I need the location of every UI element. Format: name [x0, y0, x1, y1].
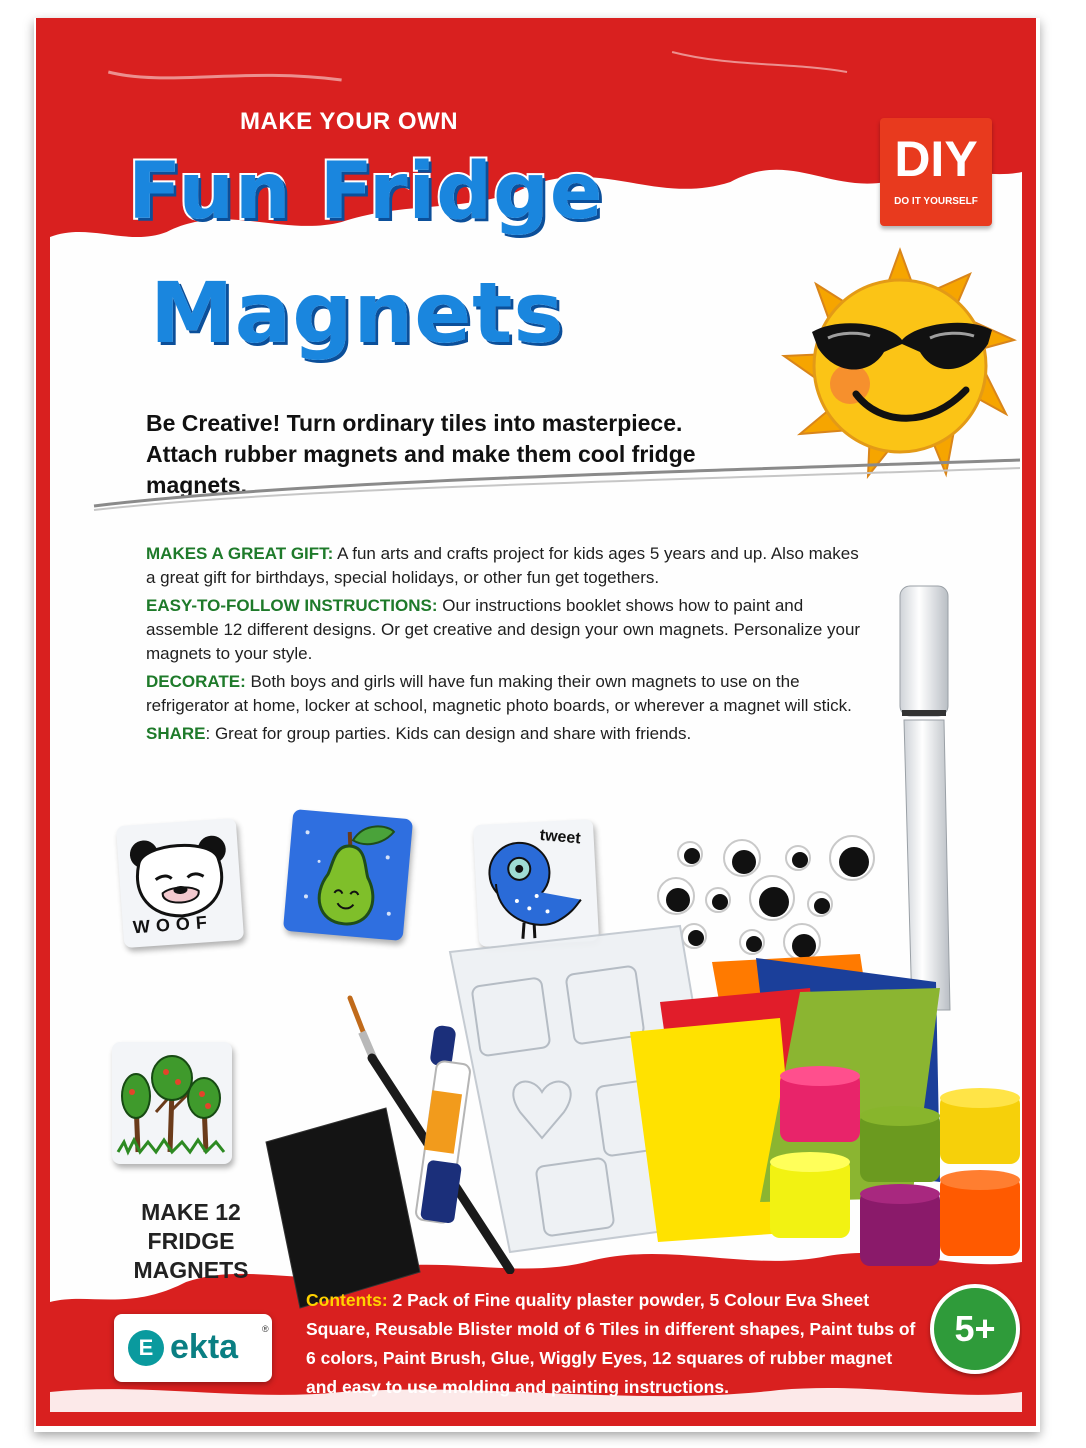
ekta-logo-mark-icon: E: [128, 1330, 164, 1366]
ekta-logo: [114, 1314, 272, 1382]
title-line-2: Magnets: [150, 264, 565, 362]
feature-text: Our instructions booklet shows how to paint and assemble 12 different designs. Or get creative and design your own magnets. Personalize your magnets to your style.: [146, 596, 861, 663]
make-12-label: MAKE 12 FRIDGE MAGNETS: [133, 1199, 249, 1283]
feature-item: [146, 594, 866, 666]
feature-heading: EASY-TO-FOLLOW INSTRUCTIONS:: [146, 596, 438, 615]
tagline: Be Creative! Turn ordinary tiles into masterpiece. Attach rubber magnets and make them cool fridge magnets.: [146, 410, 696, 498]
swoosh-divider: [90, 452, 1030, 512]
kicker-text: MAKE YOUR OWN: [240, 108, 459, 135]
paint-tubs-icon: [760, 1066, 1020, 1266]
age-badge: 5+: [930, 1284, 1020, 1374]
diy-badge-small: DO IT YOURSELF: [894, 196, 978, 207]
feature-heading: SHARE: [146, 724, 206, 743]
feature-item: [146, 542, 866, 590]
contents-text: [306, 1286, 916, 1402]
dog-tile-text: WOOF: [132, 911, 214, 938]
feature-item: [146, 722, 866, 746]
feature-text: Both boys and girls will have fun making their own magnets to use on the refrigerator at home, locker at school, magnetic photo boards, or wherever a magnet will stick.: [146, 672, 852, 715]
contents-label: Contents:: [306, 1290, 388, 1310]
diy-badge-big: DIY: [894, 131, 978, 187]
contents-body: 2 Pack of Fine quality plaster powder, 5 Colour Eva Sheet Square, Reusable Blister mold of 6 Tiles in different shapes, Paint tubs of 6 colors, Paint Brush, Glue, Wiggly Eyes, 12 squares of rubber magnet and easy to use molding and painting instructions.: [306, 1290, 916, 1397]
feature-text: : Great for group parties. Kids can design and share with friends.: [205, 724, 692, 743]
registered-mark: ®: [262, 1324, 269, 1334]
tile-pear: [283, 809, 413, 941]
tile-dog: [116, 818, 244, 948]
diy-badge: [880, 118, 992, 226]
sun-sunglasses-icon: [770, 244, 1030, 484]
feature-list: [146, 542, 866, 750]
product-box: [36, 18, 1036, 1426]
title-line-1: Fun Fridge: [128, 147, 604, 237]
pear-icon: [283, 809, 413, 941]
trees-icon: [112, 1042, 232, 1164]
feature-text: A fun arts and crafts project for kids ages 5 years and up. Also makes a great gift for birthdays, special holidays, or other fun get togethers.: [146, 544, 859, 587]
feature-item: [146, 670, 866, 718]
feature-heading: DECORATE:: [146, 672, 246, 691]
tile-trees: [112, 1042, 232, 1164]
glue-tube-icon: [402, 1022, 492, 1232]
feature-heading: MAKES A GREAT GIFT:: [146, 544, 334, 563]
ekta-logo-word: ekta: [170, 1328, 239, 1366]
bird-tile-text: tweet: [539, 826, 582, 848]
